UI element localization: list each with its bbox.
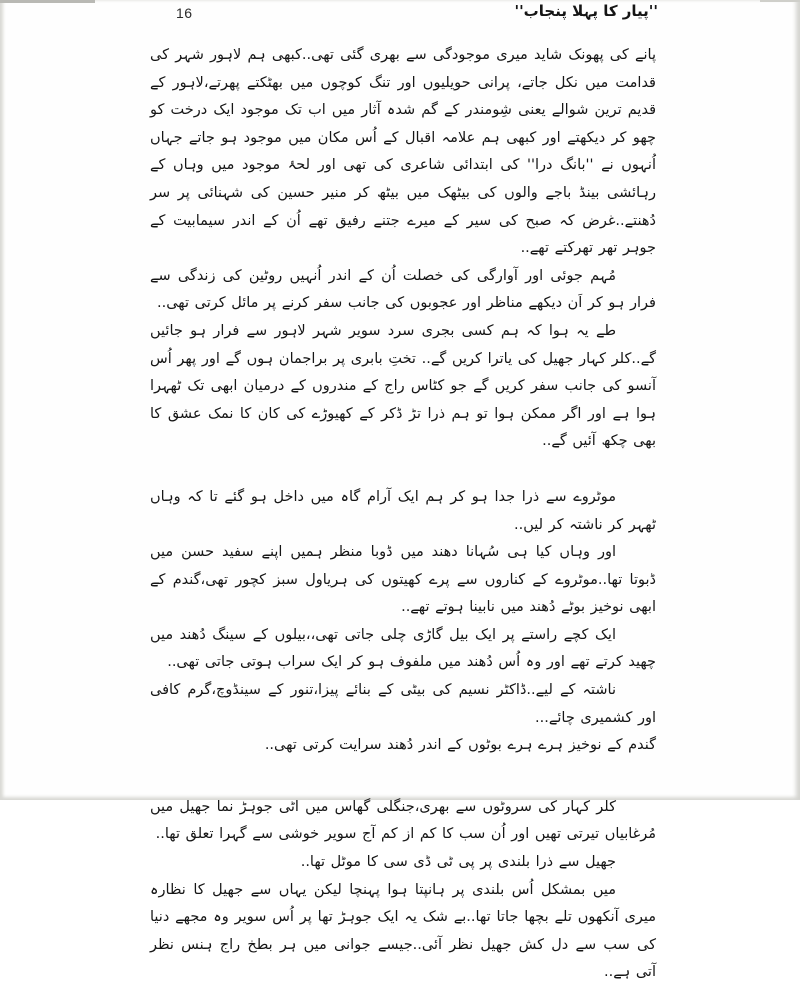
paragraph: میں بمشکل اُس بلندی پر ہانپتا ہوا پہنچا لیکن یہاں سے جھیل کا نظارہ میری آنکھوں تلے بچھا جاتا تھا..بے شک یہ ایک جوہڑ تھا پر اُس سویر وہ مجھے دنیا کی سب سے دل کش جھیل نظر آئی..جیسے جوانی میں ہر بطخ راج ہنس نظر آتی ہے.. (150, 881, 656, 981)
paragraph: موٹروے سے ذرا جدا ہو کر ہم ایک آرام گاہ میں داخل ہو گئے تا کہ وہاں ٹھہر کر ناشتہ کر لیں.. (150, 488, 656, 533)
paragraph: اور وہاں کیا ہی سُہانا دھند میں ڈوبا منظر ہمیں اپنے سفید حسن میں ڈبوتا تھا..موٹروے کے کناروں سے پرے کھیتوں کی ہریاول سبز کچور تھی،گندم کے ابھی نوخیز بوٹے دُھند میں نابینا ہوتے تھے.. (150, 544, 656, 616)
paragraph: ناشتہ کے لیے..ڈاکٹر نسیم کی بیٹی کے بنائے پیزا،تنور کے سینڈوچ،گرم کافی اور کشمیری چائے... (150, 682, 656, 726)
scan-edge-artifact (0, 0, 95, 3)
book-title: ''پیار کا پہلا پنجاب'' (514, 2, 658, 20)
paragraph: گندم کے نوخیز ہرے ہرے بوٹوں کے اندر دُھند سرایت کرتی تھی.. (264, 737, 656, 754)
paragraph: جھیل سے ذرا بلندی پر پی ٹی ڈی سی کا موٹل تھا.. (300, 854, 616, 871)
paragraph: مُہم جوئی اور آوارگی کی خصلت اُن کے اندر اُنہیں روٹین کی زندگی سے فرار ہو کر اَن دیکھے مناظر اور عجوبوں کی جانب سفر کرنے پر مائل کرتی تھی.. (150, 267, 656, 312)
paragraph: کلر کہار کی سروٹوں سے بھری،جنگلی گھاس میں اٹی جوہڑ نما جھیل میں مُرغابیاں تیرتی تھیں اور اُن سب کا کم از کم آج سویر خوشی سے گہرا تعلق تھا.. (150, 798, 656, 843)
paragraph: ایک کچے راستے پر ایک بیل گاڑی چلی جاتی تھی،،بیلوں کے سینگ دُھند میں چھید کرتے تھے اور وہ اُس دُھند میں ملفوف ہو کر ایک سراب ہوتی جاتی تھی.. (150, 626, 656, 671)
page-header (150, 2, 658, 32)
page-number: 16 (176, 5, 193, 21)
text-body (150, 42, 656, 981)
scan-edge-artifact (760, 0, 800, 2)
paragraph: پانے کی پھونک شاید میری موجودگی سے بھری گئی تھی..کبھی ہم لاہور شہر کی قدامت میں نکل جاتے، پرانی حویلیوں اور تنگ کوچوں میں بھٹکتے پھرتے،لاہور کے قدیم ترین شوالے یعنی شِومندر کے گم شدہ آثار میں اب تک موجود ایک درخت کو چھو کر دیکھتے اور کبھی ہم علامہ اقبال کے اُس مکان میں موجود ہو جاتے جہاں اُنہوں نے ''بانگ درا'' کی ابتدائی شاعری کی تھی اور لحۂ موجود میں وہاں کے رہائشی بینڈ باجے والوں کی بیٹھک میں بیٹھ کر منیر حسین کی شہنائی پر سر دُھنتے..غرض کہ صبح کی سیر کے میرے جتنے رفیق تھے اُن کے اندر سیمابیت کے جوہر تھر تھرکتے تھے.. (150, 47, 656, 257)
paragraph: طے یہ ہوا کہ ہم کسی بجری سرد سویر شہر لاہور سے فرار ہو جائیں گے..کلر کہار جھیل کی یاترا کریں گے.. تختِ بابری پر براجمان ہوں گے اور پھر اُس آنسو کی جانب سفر کریں گے جو کٹاس راج کے مندروں کے درمیان ابھی تک ٹھہرا ہوا ہے اور اگر ممکن ہوا تو ہم ذرا تڑ ڈکر کے کھیوڑے کی کان کا نمک عشق کا بھی چکھ آئیں گے.. (150, 322, 656, 450)
